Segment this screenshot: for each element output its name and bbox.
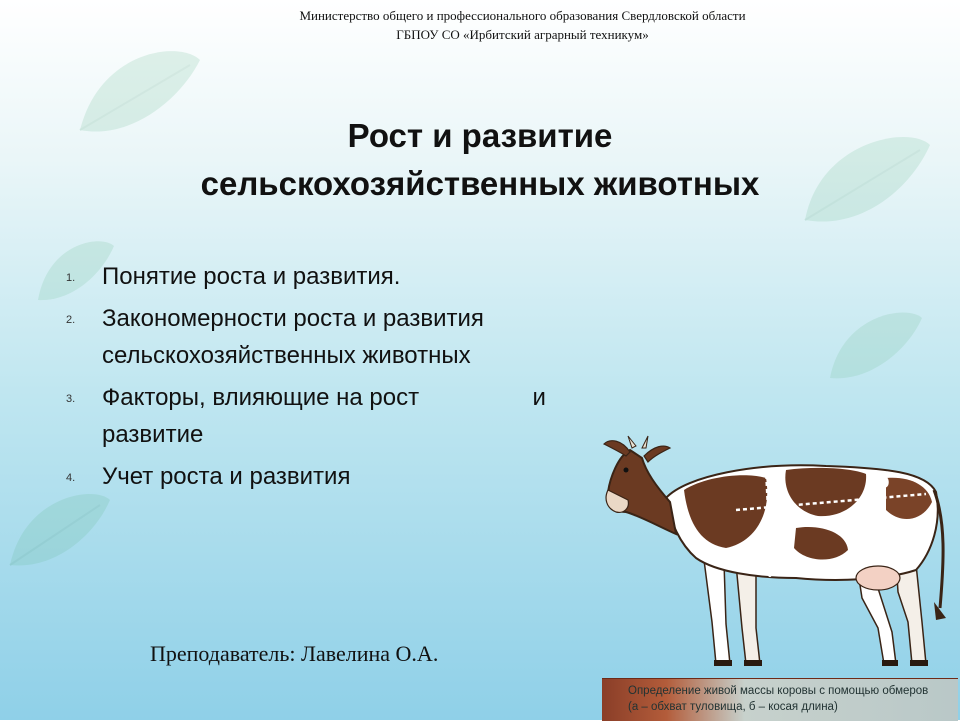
list-item	[60, 300, 720, 374]
header-line-1: Министерство общего и профессионального образования Свердловской области	[299, 8, 746, 23]
list-item-number: 2.	[66, 314, 76, 326]
measure-label-b: б	[876, 468, 890, 493]
list-item-text: Факторы, влияющие на рост и развитие	[102, 384, 546, 448]
list-item-number: 3.	[66, 393, 76, 405]
cow-illustration	[596, 432, 956, 672]
list-item-number: 1.	[66, 272, 76, 284]
title-line-2: сельскохозяйственных животных	[200, 165, 760, 202]
caption-line-1: Определение живой массы коровы с помощью обмеров	[628, 685, 929, 697]
caption-line-2: (а – обхват туловища, б – косая длина)	[628, 701, 838, 713]
list-item-text: Учет роста и развития	[102, 463, 351, 490]
list-item	[60, 258, 720, 295]
list-item-number: 4.	[66, 472, 76, 484]
teacher-name: Преподаватель: Лавелина О.А.	[150, 641, 439, 666]
ministry-header	[0, 6, 960, 44]
header-line-2: ГБПОУ СО «Ирбитский аграрный техникум»	[396, 27, 649, 42]
leaf-decoration-icon	[820, 300, 930, 390]
list-item-text: Закономерности роста и развития сельскохозяйственных животных	[102, 305, 484, 369]
figure-caption	[602, 678, 958, 721]
list-item-text: Понятие роста и развития.	[102, 263, 401, 290]
measure-label-a: а	[778, 536, 789, 556]
title-line-1: Рост и развитие	[347, 117, 613, 154]
slide-title	[0, 112, 960, 208]
